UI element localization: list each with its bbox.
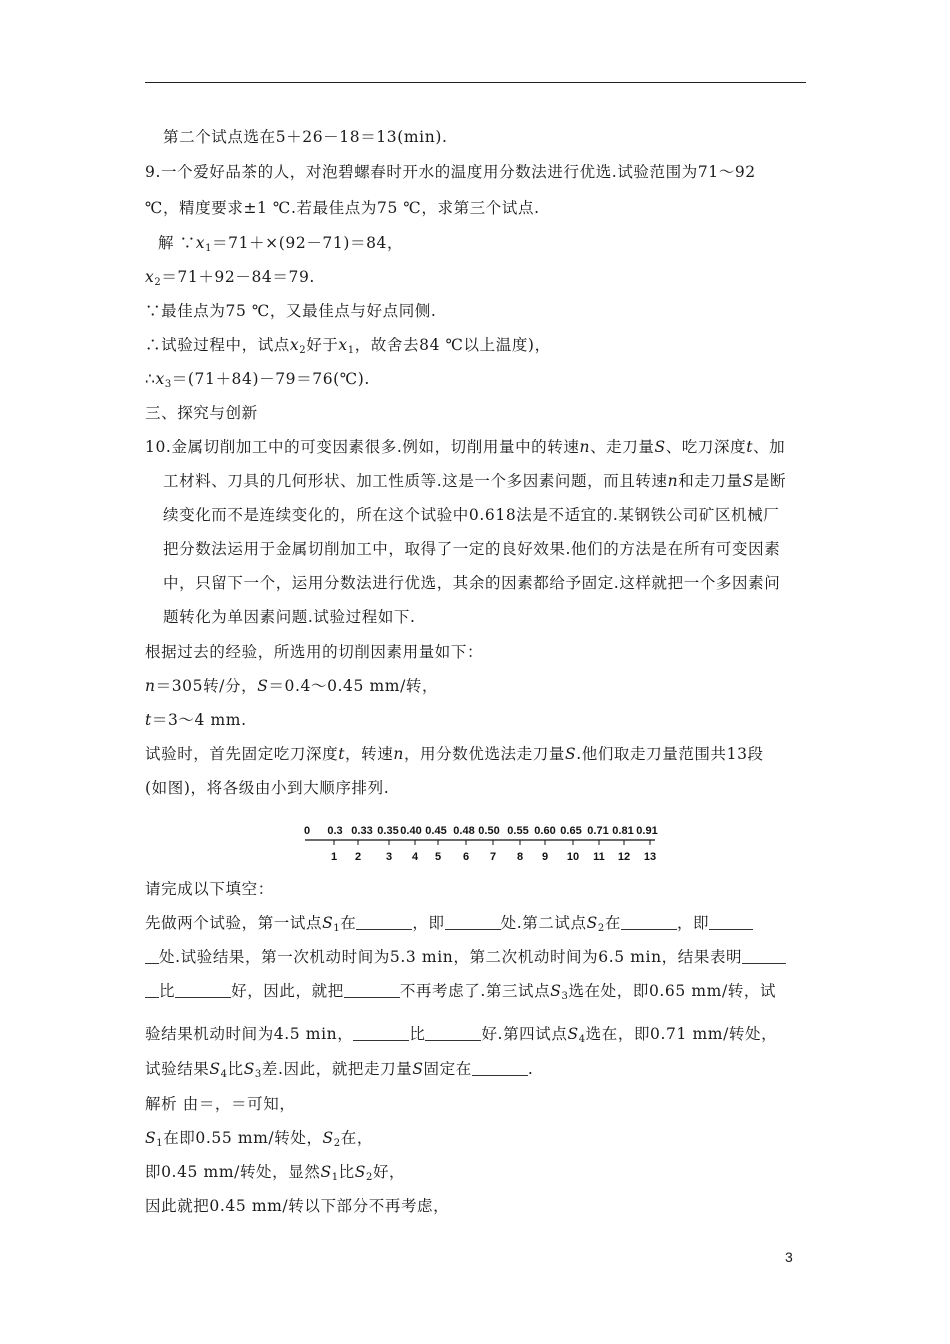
answer-blank — [709, 914, 753, 930]
scale-index-label: 4 — [411, 851, 419, 863]
text-line: 请完成以下填空： — [145, 880, 274, 898]
solution-line: $\therefore x_3=(71+84)-79=76(℃)$. — [145, 370, 370, 390]
text-line: (如图)，将各级由小到大顺序排列. — [145, 779, 390, 797]
answer-blank — [145, 948, 159, 964]
fill-in-line: 试验结果$S_4$比$S_3$差.因此，就把走刀量S固定在 . — [145, 1060, 534, 1080]
scale-value-label: 0.60 — [534, 825, 556, 837]
solution-line: ∴试验过程中，试点$x_2$好于$x_1$，故舍去84 ℃以上温度)， — [145, 336, 551, 356]
scale-value-label: 0.55 — [507, 825, 529, 837]
answer-blank — [175, 982, 231, 998]
section-heading: 三、探究与创新 — [145, 404, 258, 422]
scale-value-label: 0.65 — [560, 825, 582, 837]
answer-blank — [145, 982, 159, 998]
text-line: 根据过去的经验，所选用的切削因素用量如下： — [145, 643, 484, 661]
text-line: 题转化为单因素问题.试验过程如下. — [163, 608, 416, 626]
scale-value-label: 0.35 — [377, 825, 399, 837]
scale-value-label: 0.91 — [636, 825, 658, 837]
fill-in-line: 验结果机动时间为4.5 min， 比 好.第四试点$S_4$选在，即0.71 mm/转处， — [145, 1025, 778, 1045]
scale-index-label: 5 — [434, 851, 442, 863]
text-line: 工材料、刀具的几何形状、加工性质等.这是一个多因素问题，而且转速n和走刀量S是断 — [163, 472, 787, 490]
scale-index-label: 11 — [593, 851, 605, 863]
answer-blank — [344, 982, 400, 998]
page-number: 3 — [785, 1249, 793, 1265]
scale-value-label: 0.81 — [612, 825, 634, 837]
scale-value-label: 0.48 — [453, 825, 475, 837]
text-line: 续变化而不是连续变化的，所在这个试验中0.618法是不适宜的.某钢铁公司矿区机械厂 — [163, 506, 780, 524]
solution-line: $x_2=71+92-84=79$. — [145, 268, 315, 288]
header-rule — [145, 82, 806, 83]
text-line: 把分数法运用于金属切削加工中，取得了一定的良好效果.他们的方法是在所有可变因素 — [163, 540, 781, 558]
scale-value-label: 0.71 — [587, 825, 609, 837]
text-line: t＝3～4 mm. — [145, 711, 247, 729]
scale-index-label: 12 — [617, 851, 631, 863]
answer-blank — [425, 1025, 481, 1041]
scale-index-label: 3 — [385, 851, 393, 863]
scale-index-label: 9 — [541, 851, 549, 863]
problem-9-statement: 9.一个爱好品茶的人，对泡碧螺春时开水的温度用分数法进行优选.试验范围为71～92 — [145, 163, 756, 181]
scale-index-label: 6 — [462, 851, 470, 863]
text-line: 中，只留下一个，运用分数法进行优选，其余的因素都给予固定.这样就把一个多因素问 — [163, 574, 781, 592]
scale-index-label: 7 — [489, 851, 497, 863]
answer-blank — [356, 914, 412, 930]
answer-blank — [353, 1025, 409, 1041]
answer-blank — [621, 914, 677, 930]
analysis-line: 解析 由＝，＝可知， — [145, 1095, 296, 1113]
text-line: n＝305转/分，S＝0.4～0.45 mm/转， — [145, 677, 439, 695]
problem-10-statement: 10.金属切削加工中的可变因素很多.例如，切削用量中的转速n、走刀量S、吃刀深度t、加 — [145, 438, 786, 456]
answer-blank — [445, 914, 501, 930]
scale-value-label: 0.45 — [425, 825, 447, 837]
fill-in-line: 处.试验结果，第一次机动时间为5.3 min，第二次机动时间为6.5 min，结果表明 — [145, 946, 786, 968]
answer-blank — [742, 948, 786, 964]
scale-value-label: 0 — [303, 825, 311, 837]
solution-line: ∵最佳点为75 ℃，又最佳点与好点同侧. — [145, 302, 437, 320]
analysis-line: $S_1$在即0.55 mm/转处，$S_2$在， — [145, 1129, 373, 1149]
answer-blank — [472, 1060, 528, 1076]
fill-in-line: 先做两个试验，第一试点$S_1$在 ，即 处.第二试点$S_2$在 ，即 — [145, 912, 753, 940]
scale-index-label: 13 — [643, 851, 657, 863]
scale-index-label: 1 — [330, 851, 338, 863]
scale-index-label: 10 — [566, 851, 580, 863]
analysis-line: 因此就把0.45 mm/转以下部分不再考虑， — [145, 1197, 450, 1215]
feed-rate-scale-figure — [295, 820, 665, 870]
scale-value-label: 0.3 — [327, 825, 343, 837]
scale-value-label: 0.33 — [351, 825, 373, 837]
scale-value-label: 0.40 — [400, 825, 422, 837]
scale-index-label: 8 — [516, 851, 524, 863]
text-line: 试验时，首先固定吃刀深度t，转速n，用分数优选法走刀量S.他们取走刀量范围共13段 — [145, 745, 764, 763]
analysis-line: 即0.45 mm/转处，显然$S_1$比$S_2$好， — [145, 1163, 406, 1183]
text-line: ℃，精度要求±1 ℃.若最佳点为75 ℃，求第三个试点. — [145, 199, 540, 217]
scale-value-label: 0.50 — [478, 825, 500, 837]
scale-index-label: 2 — [354, 851, 362, 863]
fill-in-line: 比 好，因此，就把 不再考虑了.第三试点$S_3$选在处，即0.65 mm/转，试 — [145, 980, 776, 1008]
solution-line: 解 $\because x_1=71+\times(92-71)=84$， — [158, 234, 404, 254]
text-line: 第二个试点选在5＋26－18＝13(min). — [163, 128, 448, 146]
